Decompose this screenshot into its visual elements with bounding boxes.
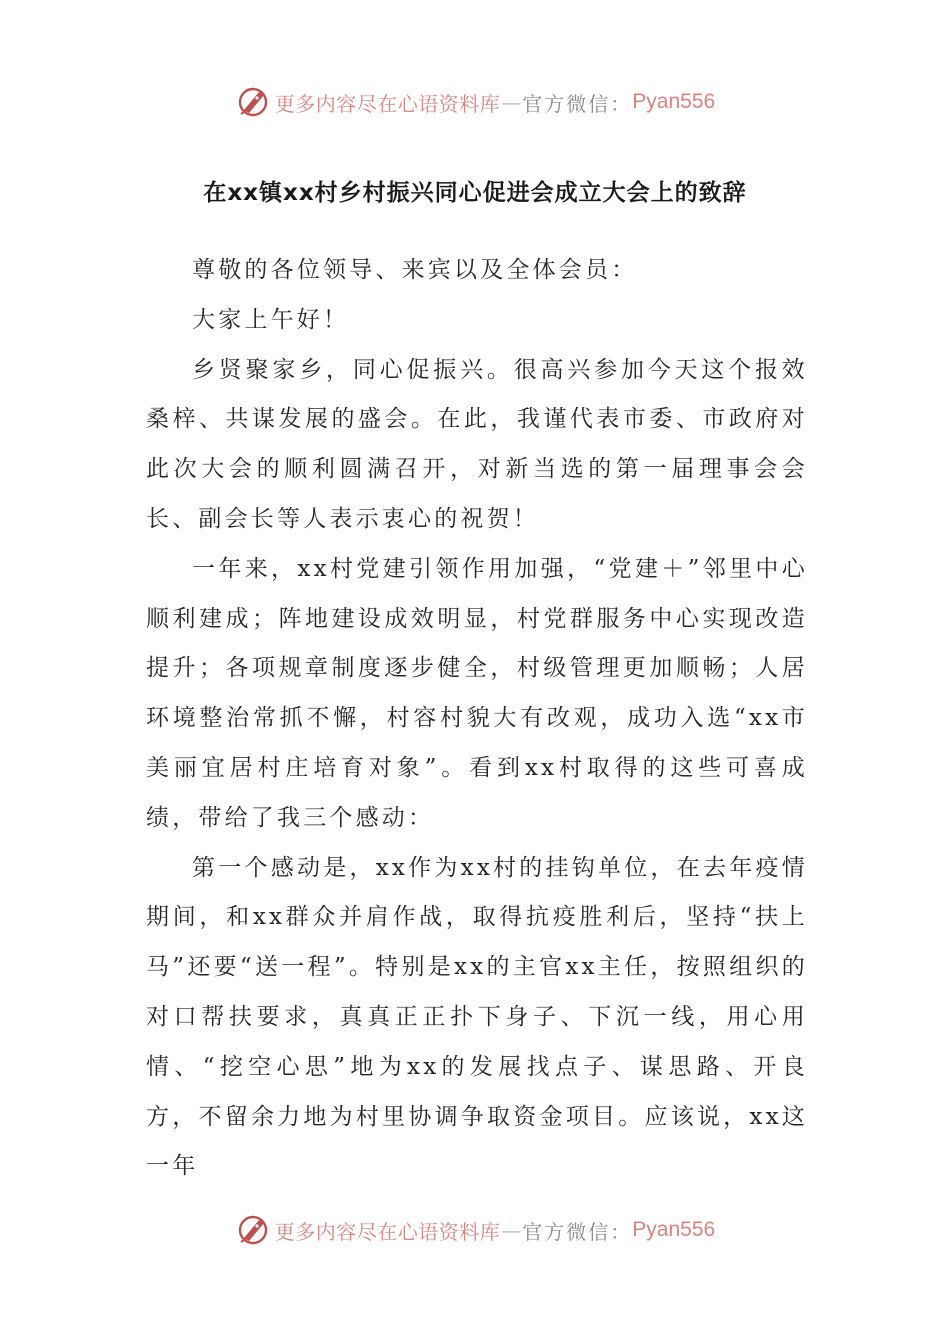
body-paragraph: 乡贤聚家乡，同心促振兴。很高兴参加今天这个报效桑梓、共谋发展的盛会。在此，我谨代表市委、市政府对此次大会的顺利圆满召开，对新当选的第一届理事会会长、副会长等人表示衷心的祝贺！ bbox=[146, 356, 808, 532]
watermark-label: 官方微信： bbox=[522, 91, 633, 116]
body-paragraph: 第一个感动是，xx作为xx村的挂钩单位，在去年疫情期间，和xx群众并肩作战，取得抗疫胜利后，坚持“扶上马”还要“送一程”。特别是xx的主官xx主任，按照组织的对口帮扶要求，真真正正扑下身子、下沉一线，用心用情、“挖空心思”地为xx的发展找点子、谋思路、开良方，不留余力地为村里协调争取资金项目。应该说，xx这一年 bbox=[146, 854, 808, 1180]
salutation: 尊敬的各位领导、来宾以及全体会员： bbox=[192, 257, 638, 283]
watermark-header bbox=[0, 82, 950, 122]
watermark-label: 官方微信： bbox=[522, 1219, 633, 1244]
watermark-footer bbox=[0, 1210, 950, 1250]
greeting: 大家上午好！ bbox=[192, 306, 350, 333]
watermark-id: Pyan556 bbox=[632, 90, 716, 113]
pen-nib-circle-icon bbox=[235, 1212, 271, 1248]
watermark-separator: — bbox=[501, 1218, 522, 1242]
pen-nib-circle-icon bbox=[235, 84, 271, 120]
document-body bbox=[146, 246, 808, 1192]
body-paragraph: 一年来，xx村党建引领作用加强，“党建＋”邻里中心顺利建成；阵地建设成效明显，村党群服务中心实现改造提升；各项规章制度逐步健全，村级管理更加顺畅；人居环境整治常抓不懈，村容村貌大有改观，成功入选“xx市美丽宜居村庄培育对象”。看到xx村取得的这些可喜成绩，带给了我三个感动： bbox=[146, 555, 808, 831]
watermark-separator: — bbox=[501, 90, 522, 114]
watermark-id: Pyan556 bbox=[632, 1218, 716, 1241]
watermark-main-text: 更多内容尽在心语资料库 bbox=[274, 1219, 501, 1244]
document-title: 在xx镇xx村乡村振兴同心促进会成立大会上的致辞 bbox=[203, 180, 747, 206]
watermark-main-text: 更多内容尽在心语资料库 bbox=[274, 91, 501, 116]
